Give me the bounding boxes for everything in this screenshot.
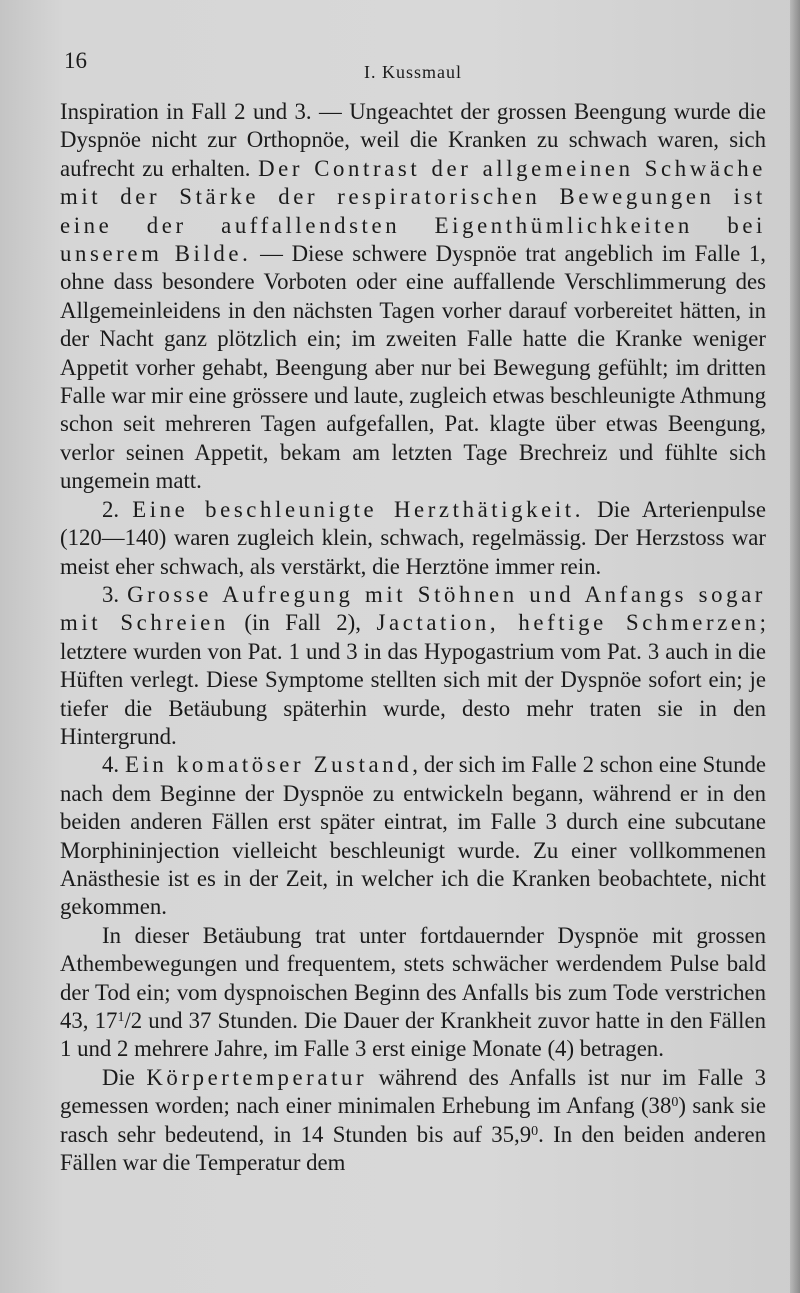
superscript: 0 [531,1123,539,1139]
superscript: 0 [671,1095,679,1111]
paragraph [60,496,766,581]
text-run: (in Fall 2), [228,610,377,636]
superscript: 1 [117,1010,125,1025]
paragraph [60,751,766,921]
text-run: 2. [102,496,133,522]
text-run: 4. [102,752,125,778]
page-edge-shadow [790,0,800,1293]
spaced-emphasis: Körpertemperatur [146,1064,368,1090]
spaced-emphasis: Der Contrast der allgemeinen Schwäche mit der Stärke der respiratorischen Bewegungen ist eine der auffallendsten Eigenthümlichkeiten bei unserem Bilde. [60,155,766,267]
text-run: Die [102,1064,147,1090]
page-header [64,48,760,88]
running-head: I. Kussmaul [364,62,462,82]
text-run: ) sank sie rasch sehr bedeutend, in 14 Stunden bis auf 35,9 [60,1093,766,1147]
text-run: — Diese schwere Dyspnöe trat angeblich im Falle 1, ohne dass besondere Vorboten oder eine auffallende Verschlimmerung des Allgemeinleidens in den nächsten Tagen vorher darauf vorbereitet hätten, in der Nacht ganz plötzlich ein; im zweiten Falle hatte die Kranke weniger Appetit vorher gehabt, Beengung aber nur bei Bewegung gefühlt; im dritten Falle war mir eine grössere und laute, zugleich etwas beschleunigte Athmung schon seit mehreren Tagen aufgefallen, Pat. klagte über etwas Beengung, verlor seinen Appetit, bekam am letzten Tage Brechreiz und fühlte sich ungemein matt. [60,241,766,494]
paragraph [60,922,766,1064]
spaced-emphasis: Eine beschleunigte Herzthätigkeit. [132,496,585,522]
text-run: In dieser Betäubung trat unter fortdauernder Dyspnöe mit grossen Athembewegungen und frequentem, stets schwächer werdendem Pulse bald der Tod ein; vom dyspnoischen Beginn des Anfalls bis zum Tode verstrichen 43, 17 [60,922,766,1033]
text-run: 3. [102,581,128,607]
text-run: , der sich im Falle 2 schon eine Stunde nach dem Beginne der Dyspnöe zu entwickeln begann, während er in den beiden anderen Fällen erst später eintrat, im Falle 3 durch eine subcutane Morphininjection vielleicht beschleunigt wurde. Zu einer vollkommenen Anästhesie ist es in der Zeit, in welcher ich die Kranken beobachtete, nicht gekommen. [60,752,767,920]
spaced-emphasis: Ein komatöser Zustand [124,752,413,778]
spaced-emphasis: Grosse Aufregung mit Stöhnen und Anfangs sogar mit Schreien [60,581,767,636]
text-run: . In den beiden anderen Fällen war die Temperatur dem [60,1121,766,1176]
text-run: Inspiration in Fall 2 und 3. — Ungeachtet der grossen Beengung wurde die Dyspnöe nicht zur Orthopnöe, weil die Kranken zu schwach waren, sich aufrecht zu erhalten. [60,99,766,181]
page-number: 16 [64,48,87,73]
text-run: ; letztere wurden von Pat. 1 und 3 in das Hypogastrium vom Pat. 3 auch in die Hüften verlegt. Diese Symptome stellten sich mit der Dyspnöe sofort ein; je tiefer die Betäubung späterhin wurde, desto mehr traten sie in den Hintergrund. [60,610,766,749]
spaced-emphasis: Jactation, heftige Schmerzen [376,610,760,636]
text-run: während des Anfalls ist nur im Falle 3 gemessen worden; nach einer minimalen Erhebung im Anfang (38 [60,1064,767,1119]
text-run: Die Arterienpulse (120—140) waren zugleich klein, schwach, regelmässig. Der Herzstoss war meist eher schwach, als verstärkt, die Herztöne immer rein. [60,496,766,579]
paragraph [60,98,766,496]
paragraph [60,1064,766,1178]
paragraph [60,581,766,751]
text-run: /2 und 37 Stunden. Die Dauer der Krankheit zuvor hatte in den Fällen 1 und 2 mehrere Jahre, im Falle 3 erst einige Monate (4) betragen. [60,1008,766,1062]
body-text [60,98,766,1177]
